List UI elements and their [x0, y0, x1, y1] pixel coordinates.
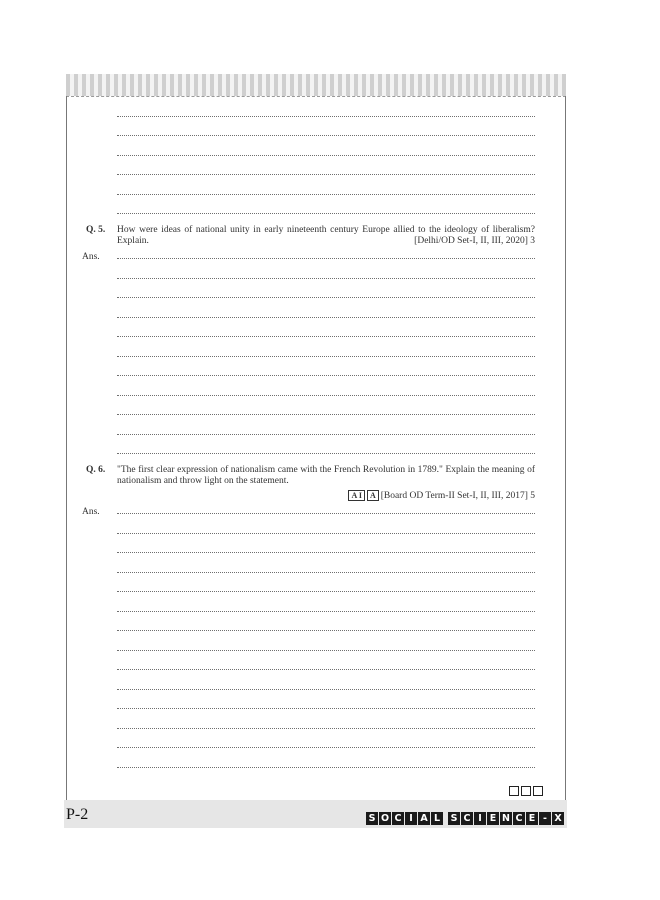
answer-line	[117, 155, 535, 156]
answer-line	[117, 533, 535, 534]
end-marker	[509, 785, 545, 800]
answer-line	[117, 552, 535, 553]
answer-line	[117, 317, 535, 318]
answer-line	[117, 194, 535, 195]
answer-line	[117, 278, 535, 279]
answer-label: Ans.	[82, 507, 100, 517]
header-strip	[66, 74, 566, 96]
page-number: P-2	[66, 806, 89, 823]
answer-line	[117, 708, 535, 709]
answer-line	[117, 174, 535, 175]
page-frame-right	[565, 96, 566, 800]
question-number: Q. 5.	[86, 225, 106, 235]
answer-line	[117, 116, 535, 117]
end-box-icon	[521, 786, 531, 796]
answer-line	[117, 767, 535, 768]
answer-line	[117, 434, 535, 435]
answer-line	[117, 414, 535, 415]
subject-word: -	[538, 808, 551, 825]
answer-line	[117, 375, 535, 376]
answer-line	[117, 258, 535, 259]
question-reference: [Delhi/OD Set-I, II, III, 2020] 3	[414, 236, 535, 246]
answer-line	[117, 689, 535, 690]
page-frame-left	[66, 96, 67, 800]
tag-badge: A	[367, 490, 379, 501]
answer-line	[117, 356, 535, 357]
subject-word: S O C I A L	[365, 808, 443, 825]
question-number: Q. 6.	[86, 465, 106, 475]
answer-line	[117, 297, 535, 298]
answer-line	[117, 572, 535, 573]
answer-line	[117, 630, 535, 631]
answer-line	[117, 650, 535, 651]
answer-line	[117, 513, 535, 514]
question-reference-row	[348, 490, 535, 501]
header-divider	[66, 96, 566, 97]
answer-line	[117, 135, 535, 136]
answer-line	[117, 728, 535, 729]
question-text: "The first clear expression of nationalism came with the French Revolution in 1789." Explain the meaning of nationalism and throw light on the statement.	[117, 465, 535, 486]
question-text: How were ideas of national unity in early nineteenth century Europe allied to the ideology of liberalism? Explain.	[117, 225, 535, 246]
answer-line	[117, 669, 535, 670]
subject-word: X	[551, 808, 564, 825]
answer-line	[117, 591, 535, 592]
answer-line	[117, 611, 535, 612]
answer-label: Ans.	[82, 252, 100, 262]
answer-line	[117, 395, 535, 396]
answer-line	[117, 453, 535, 454]
question-reference: [Board OD Term-II Set-I, II, III, 2017] 5	[380, 491, 535, 501]
end-box-icon	[509, 786, 519, 796]
subject-word: S C I E N C E	[447, 808, 538, 825]
answer-line	[117, 213, 535, 214]
tag-badge: A I	[348, 490, 364, 501]
end-box-icon	[533, 786, 543, 796]
answer-line	[117, 336, 535, 337]
answer-line	[117, 747, 535, 748]
subject-title	[365, 808, 564, 826]
